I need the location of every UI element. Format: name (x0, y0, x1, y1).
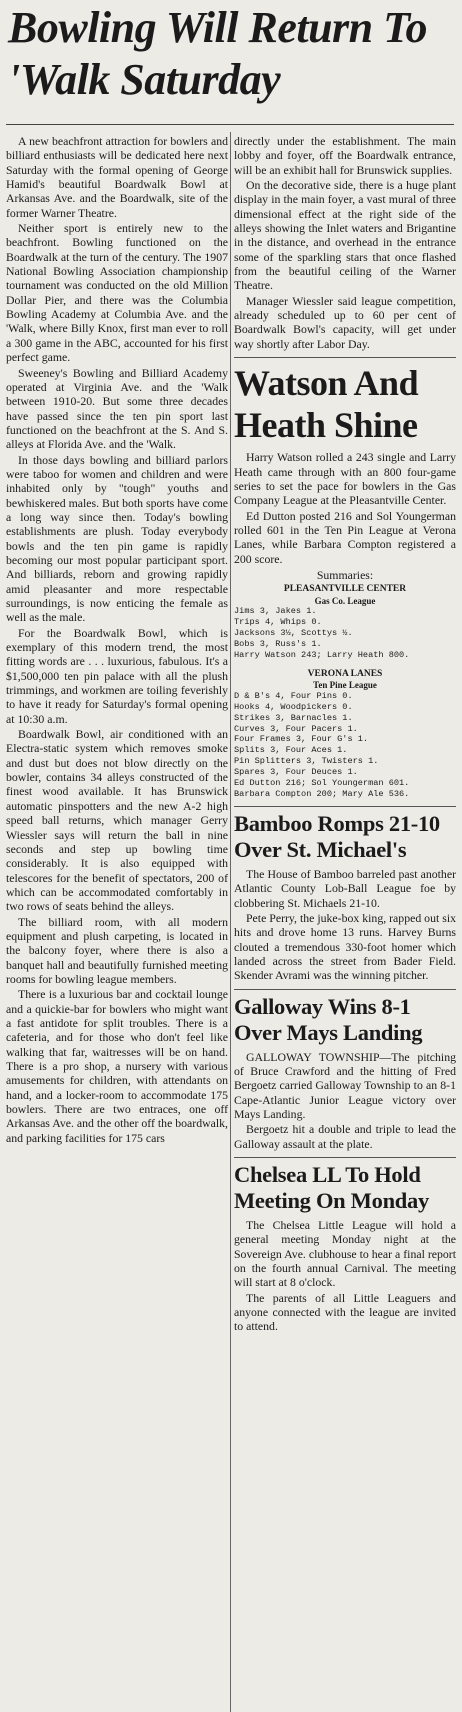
column-divider (230, 132, 231, 1712)
bamboo-headline: Bamboo Romps 21-10 Over St. Michael's (234, 810, 440, 862)
result-line: Jims 3, Jakes 1. (234, 606, 317, 617)
chelsea-headline: Chelsea LL To Hold Meeting On Monday (234, 1162, 429, 1213)
article-paragraph: Boardwalk Bowl, air conditioned with an Electra-static system which removes smoke and dust but does not blow directly on the bowler, contains 34 alleys constructed of the finest wood available. It has Brunswick automatic pinspotters and the new A-2 high speed ball returns, which manager Gerry Wiessler says will return the ball in nine seconds and step up bowling time considerably. It is also equipped with telescores for the benefit of spectators, 200 of which can be accommodated comfortably in two rows of seats behind the alleys. (6, 727, 228, 914)
section-rule (234, 1157, 456, 1158)
right-column (234, 134, 456, 1335)
spacer (234, 661, 456, 667)
headline-rule (6, 124, 454, 125)
article-paragraph: Pete Perry, the juke-box king, rapped out six hits and drove home 13 runs. Harvey Burns clouted a tremendous 330-foot homer which landed across the street from Bader Field. Skender Avrami was the winning pitcher. (234, 910, 456, 983)
result-line: Bobs 3, Russ's 1. (234, 638, 322, 649)
result-line: Strikes 3, Barnacles 1. (234, 712, 353, 723)
article-paragraph: Neither sport is entirely new to the beachfront. Bowling functioned on the Boardwalk at the turn of the century. The 1907 National Bowling Association championship tournament was conducted on the old Million Dollar Pier, and there was the Columbia Bowling Academy at Columbia Ave. and the 'Walk, where Billy Knox, first man ever to roll a 300 game in the ABC, accounted for his first perfect game. (6, 221, 228, 365)
article-paragraph: Sweeney's Bowling and Billiard Academy operated at Virginia Ave. and the 'Walk between 1910-20. But some three decades have passed since the ten pin sport last functioned on the beachfront at the S. And S. alleys at Florida Ave. and the 'Walk. (6, 365, 228, 452)
result-line: Spares 3, Four Deuces 1. (234, 767, 358, 778)
result-line: Harry Watson 243; Larry Heath 800. (234, 649, 410, 660)
article-paragraph: Ed Dutton posted 216 and Sol Youngerman rolled 601 in the Ten Pin League at Verona Lanes, while Barbara Compton registered a 200 score. (234, 508, 456, 566)
league-name: Ten Pine League (313, 680, 377, 691)
article-paragraph: Manager Wiessler said league competition, already scheduled up to 60 per cent of Boardwalk Bowl's capacity, will get under way shortly after Labor Day. (234, 293, 456, 351)
result-line: Pin Splitters 3, Twisters 1. (234, 756, 379, 767)
article-paragraph: The parents of all Little Leaguers and anyone connected with the league are invited to attend. (234, 1290, 456, 1334)
article-paragraph: The Chelsea Little League will hold a general meeting Monday night at the Sovereign Ave. clubhouse to hear a final report on the fourth annual Carnival. The meeting will start at 8 o'clock. (234, 1218, 456, 1290)
article-paragraph: GALLOWAY TOWNSHIP—The pitching of Bruce Crawford and the hitting of Fred Bergoetz carried Galloway Township to an 8-1 Cape-Atlantic Junior League victory over Mays Landing. (234, 1049, 456, 1121)
article-paragraph: directly under the establishment. The main lobby and foyer, off the Boardwalk entrance, will be an exhibit hall for Brunswick supplies. (234, 134, 456, 177)
main-headline: Bowling Will Return To 'Walk Saturday (8, 3, 427, 104)
league-name: Gas Co. League (314, 595, 376, 606)
section-rule (234, 989, 456, 990)
result-line: Ed Dutton 216; Sol Youngerman 601. (234, 778, 410, 789)
section-rule (234, 357, 456, 358)
result-line: Trips 4, Whips 0. (234, 617, 322, 628)
result-line: Splits 3, Four Aces 1. (234, 745, 348, 756)
summaries-label: Summaries: (316, 567, 374, 582)
article-paragraph: On the decorative side, there is a huge plant display in the main foyer, a vast mural of three dimensional effect at the right side of the alleys showing the Inlet waters and Brigantine in the distance, and overhead in the entrance some of the sparkling stars that once flashed from the beautiful ceiling of the Warner Theatre. (234, 178, 456, 293)
left-column (6, 134, 228, 1146)
result-line: Barbara Compton 200; Mary Ale 536. (234, 788, 410, 799)
result-line: Curves 3, Four Pacers 1. (234, 723, 358, 734)
article-paragraph: Bergoetz hit a double and triple to lead the Galloway assault at the plate. (234, 1122, 456, 1151)
article-paragraph: There is a luxurious bar and cocktail lounge and a quickie-bar for bowlers who might want a fast antidote for split troubles. There is a cafeteria, and for those who don't feel like walking that far, waitresses will be on hand. There is a pro shop, a nursery with various amusements for children, with attendants on hand, and a locker-room to accommodate 175 bowlers. There are two entraces, one off Arkansas Ave. and the other off the boardwalk, and parking facilities for 175 cars (6, 987, 228, 1145)
league-venue: VERONA LANES (307, 668, 383, 679)
galloway-headline: Galloway Wins 8-1 Over Mays Landing (234, 993, 423, 1045)
result-line: Jacksons 3½, Scottys ½. (234, 628, 353, 639)
result-line: Four Frames 3, Four G's 1. (234, 734, 369, 745)
section-rule (234, 806, 456, 807)
article-paragraph: Harry Watson rolled a 243 single and Larry Heath came through with an 800 four-game series to set the pace for bowlers in the Gas Company League at the Pleasantville Center. (234, 450, 456, 508)
article-paragraph: The House of Bamboo barreled past another Atlantic County Lob-Ball League foe by clobbering St. Michaels 21-10. (234, 866, 456, 910)
article-paragraph: In those days bowling and billiard parlors were taboo for women and children and were inhabited only by "tough" youths and bewhiskered males. But both sports have come a long way since then. Today's bowling establishments are plush. Today everybody bowls and the ten pin game is rapidly becoming our most popular participant sport. And billiards, reborn and growing rapidly amid pleasanter and more respectable surroundings, is now enticing the female as well as the male. (6, 452, 228, 625)
article-paragraph: A new beachfront attraction for bowlers and billiard enthusiasts will be dedicated here next Saturday with the formal opening of George Hamid's beautiful Boardwalk Bowl at Arkansas Ave. and the Boardwalk, site of the former Warner Theatre. (6, 134, 228, 220)
league-venue: PLEASANTVILLE CENTER (283, 584, 407, 595)
article-paragraph: For the Boardwalk Bowl, which is exemplary of this modern trend, the most fitting words are . . . luxurious, fabulous. It's a $1,500,000 ten pin palace with all the plush trimmings, and workmen are toiling feverishly to have it ready for Saturday's formal opening at 10:30 a.m. (6, 625, 228, 726)
watson-headline: Watson And Heath Shine (234, 363, 419, 446)
result-line: Hooks 4, Woodpickers 0. (234, 701, 353, 712)
result-line: D & B's 4, Four Pins 0. (234, 690, 353, 701)
article-paragraph: The billiard room, with all modern equipment and plush carpeting, is located in the balcony foyer, where there is also a banquet hall and beautifully furnished meeting rooms for bowling league members. (6, 914, 228, 986)
